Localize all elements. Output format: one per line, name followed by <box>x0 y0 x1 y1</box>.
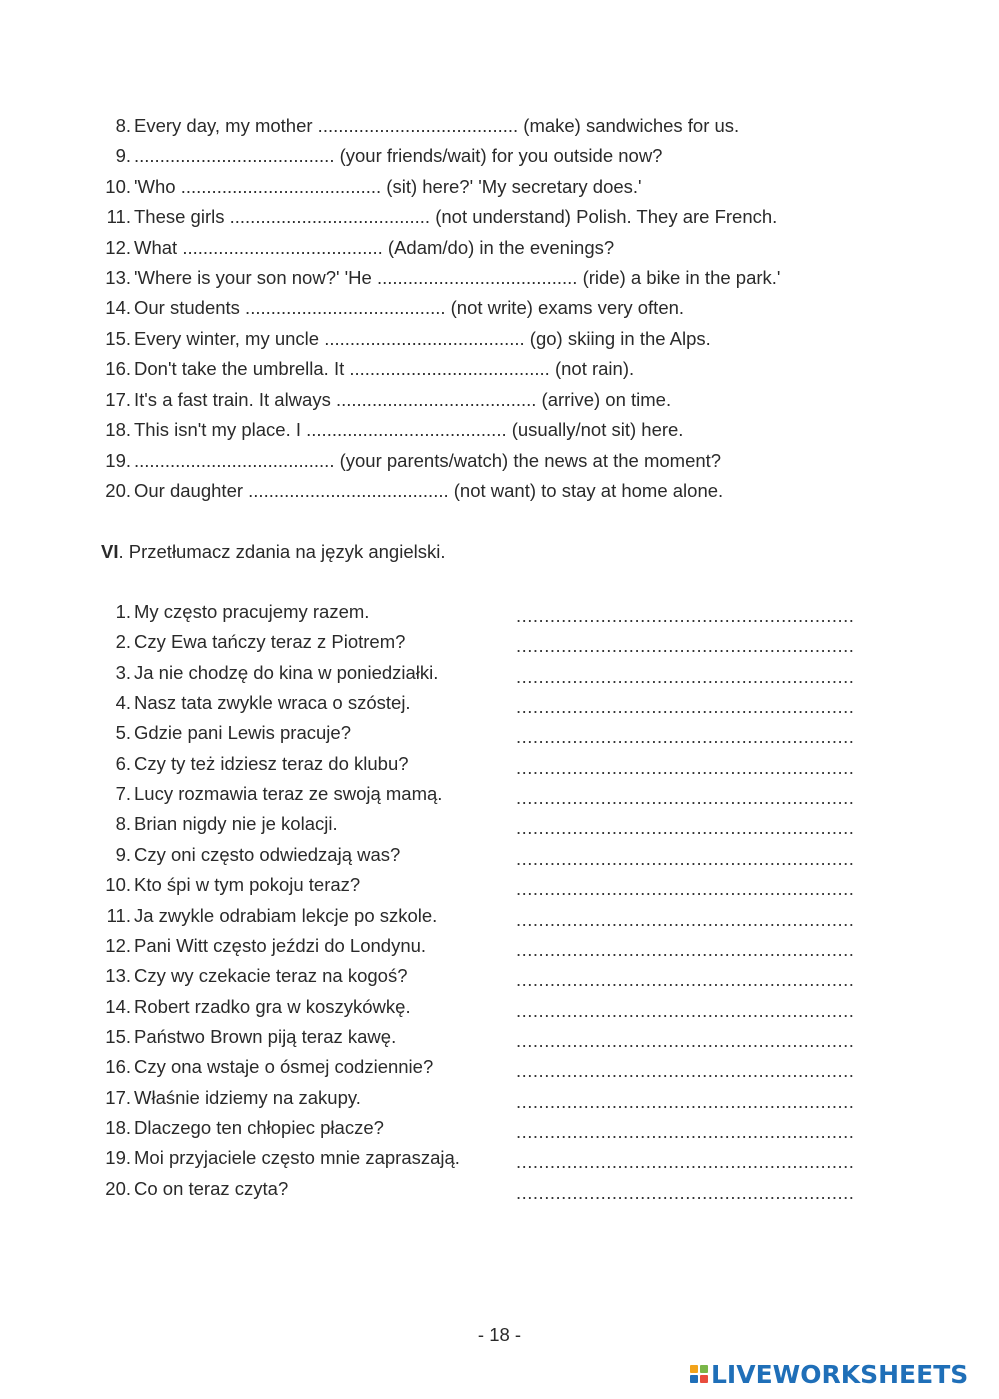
item-text: Pani Witt często jeździ do Londynu. <box>134 935 427 956</box>
item-number: 1. <box>115 601 131 622</box>
section-6-instruction: . Przetłumacz zdania na język angielski. <box>118 541 446 562</box>
answer-line[interactable]: ............................................................ <box>516 969 855 990</box>
item-text: Ja nie chodzę do kina w poniedziałki. <box>134 662 439 683</box>
answer-line[interactable]: ............................................................ <box>516 878 855 899</box>
item-number: 16. <box>105 358 131 379</box>
item-text: Brian nigdy nie je kolacji. <box>134 813 338 834</box>
item-number: 18. <box>105 1117 131 1138</box>
item-number: 19. <box>105 1147 131 1168</box>
item-number: 5. <box>115 722 131 743</box>
item-text: Czy wy czekacie teraz na kogoś? <box>134 965 408 986</box>
item-text: Kto śpi w tym pokoju teraz? <box>134 874 361 895</box>
item-number: 6. <box>115 753 131 774</box>
answer-line[interactable]: ............................................................ <box>516 666 855 687</box>
item-text: Our daughter ....................................... (not want) to stay at home alone. <box>134 480 724 501</box>
item-number: 18. <box>105 419 131 440</box>
section-6-label: VI <box>101 541 119 562</box>
item-text: These girls ....................................... (not understand) Polish. They are French. <box>134 206 778 227</box>
item-number: 9. <box>115 145 131 166</box>
item-text: Czy Ewa tańczy teraz z Piotrem? <box>134 631 406 652</box>
item-number: 10. <box>105 874 131 895</box>
item-text: Gdzie pani Lewis pracuje? <box>134 722 351 743</box>
item-number: 12. <box>105 237 131 258</box>
item-number: 20. <box>105 1178 131 1199</box>
item-text: ....................................... (your parents/watch) the news at the moment? <box>134 450 722 471</box>
item-text: ....................................... (your friends/wait) for you outside now? <box>134 145 663 166</box>
item-number: 17. <box>105 1087 131 1108</box>
item-text: Nasz tata zwykle wraca o szóstej. <box>134 692 411 713</box>
page-number: - 18 - <box>477 1324 522 1345</box>
answer-line[interactable]: ............................................................ <box>516 1091 855 1112</box>
item-number: 10. <box>105 176 131 197</box>
liveworksheets-logo-icon <box>690 1365 708 1383</box>
item-number: 13. <box>105 965 131 986</box>
item-number: 15. <box>105 328 131 349</box>
item-number: 2. <box>115 631 131 652</box>
item-text: My często pracujemy razem. <box>134 601 370 622</box>
logo-text: LIVEWORKSHEETS <box>711 1359 969 1389</box>
item-text: Our students ....................................... (not write) exams very often. <box>134 297 685 318</box>
answer-line[interactable]: ............................................................ <box>516 939 855 960</box>
item-text: Właśnie idziemy na zakupy. <box>134 1087 361 1108</box>
answer-line[interactable]: ............................................................ <box>516 1182 855 1203</box>
answer-line[interactable]: ............................................................ <box>516 605 855 626</box>
logo-square <box>690 1375 698 1383</box>
answer-line[interactable]: ............................................................ <box>516 635 855 656</box>
answer-line[interactable]: ............................................................ <box>516 787 855 808</box>
answer-line[interactable]: ............................................................ <box>516 1121 855 1142</box>
item-text: Czy oni często odwiedzają was? <box>134 844 401 865</box>
answer-line[interactable]: ............................................................ <box>516 757 855 778</box>
item-number: 16. <box>105 1056 131 1077</box>
item-text: What ....................................... (Adam/do) in the evenings? <box>134 237 615 258</box>
item-number: 8. <box>115 813 131 834</box>
logo-square <box>700 1365 708 1373</box>
item-number: 19. <box>105 450 131 471</box>
item-number: 8. <box>115 115 131 136</box>
item-number: 11. <box>106 206 131 227</box>
answer-line[interactable]: ............................................................ <box>516 1151 855 1172</box>
answer-line[interactable]: ............................................................ <box>516 909 855 930</box>
item-number: 3. <box>115 662 131 683</box>
answer-line[interactable]: ............................................................ <box>516 1000 855 1021</box>
item-text: Co on teraz czyta? <box>134 1178 289 1199</box>
item-text: It's a fast train. It always ....................................... (arrive) on time. <box>134 389 672 410</box>
item-text: Lucy rozmawia teraz ze swoją mamą. <box>134 783 443 804</box>
item-number: 17. <box>105 389 131 410</box>
answer-line[interactable]: ............................................................ <box>516 1030 855 1051</box>
item-text: This isn't my place. I ....................................... (usually/not sit) here. <box>134 419 684 440</box>
item-text: Don't take the umbrella. It ....................................... (not rain). <box>134 358 635 379</box>
section-6-heading <box>101 537 445 567</box>
item-text: Every day, my mother ....................................... (make) sandwiches for us. <box>134 115 740 136</box>
item-text: Every winter, my uncle ....................................... (go) skiing in the Alps. <box>134 328 711 349</box>
item-number: 14. <box>105 996 131 1017</box>
item-number: 12. <box>105 935 131 956</box>
item-text: 'Who ....................................... (sit) here?' 'My secretary does.' <box>134 176 642 197</box>
answer-line[interactable]: ............................................................ <box>516 726 855 747</box>
answer-line[interactable]: ............................................................ <box>516 696 855 717</box>
item-text: 'Where is your son now?' 'He ....................................... (ride) a bike in the park.' <box>134 267 781 288</box>
item-number: 15. <box>105 1026 131 1047</box>
item-number: 4. <box>115 692 131 713</box>
item-number: 14. <box>105 297 131 318</box>
logo-square <box>700 1375 708 1383</box>
liveworksheets-logo <box>690 1359 968 1389</box>
item-number: 13. <box>105 267 131 288</box>
item-text: Dlaczego ten chłopiec płacze? <box>134 1117 384 1138</box>
answer-line[interactable]: ............................................................ <box>516 848 855 869</box>
item-number: 9. <box>115 844 131 865</box>
answer-line[interactable]: ............................................................ <box>516 1060 855 1081</box>
item-number: 11. <box>106 905 131 926</box>
item-text: Czy ty też idziesz teraz do klubu? <box>134 753 409 774</box>
item-number: 20. <box>105 480 131 501</box>
item-text: Robert rzadko gra w koszykówkę. <box>134 996 411 1017</box>
item-text: Czy ona wstaje o ósmej codziennie? <box>134 1056 434 1077</box>
item-text: Moi przyjaciele często mnie zapraszają. <box>134 1147 460 1168</box>
answer-line[interactable]: ............................................................ <box>516 817 855 838</box>
item-text: Państwo Brown piją teraz kawę. <box>134 1026 397 1047</box>
item-number: 7. <box>115 783 131 804</box>
item-text: Ja zwykle odrabiam lekcje po szkole. <box>134 905 438 926</box>
logo-square <box>690 1365 698 1373</box>
